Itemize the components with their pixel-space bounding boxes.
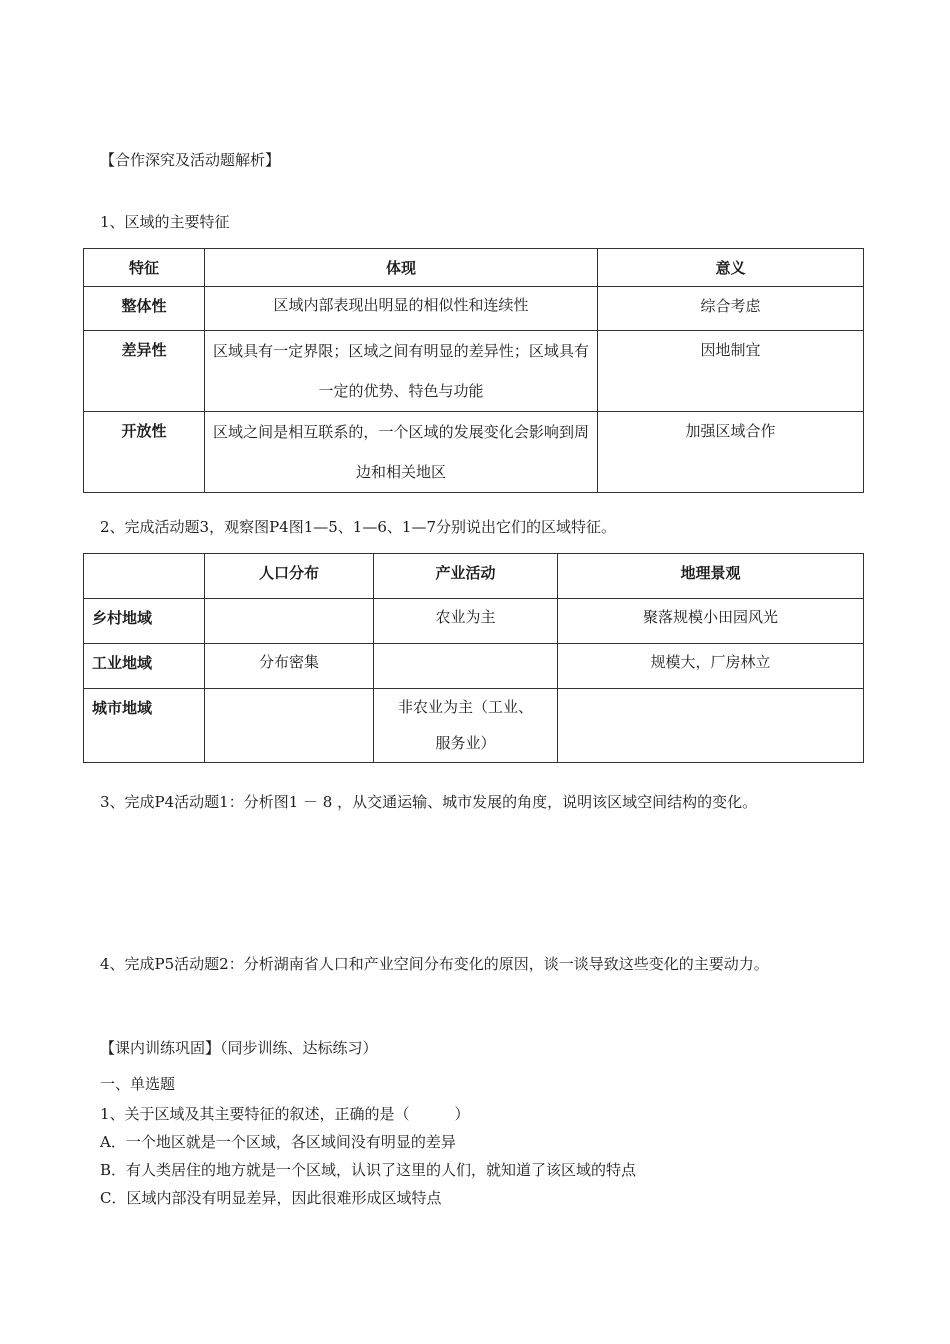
feature-label: 开放性 — [84, 412, 205, 493]
feature-desc: 区域之间是相互联系的，一个区域的发展变化会影响到周边和相关地区 — [205, 412, 598, 493]
question-1-title: 1、区域的主要特征 — [100, 213, 230, 231]
industry-cell — [374, 644, 558, 689]
population-cell — [205, 689, 374, 763]
section-heading-practice: 【课内训练巩固】（同步训练、达标练习） — [100, 1039, 378, 1057]
header-feature: 特征 — [84, 249, 205, 287]
table-row — [84, 689, 864, 763]
table-row — [84, 287, 864, 331]
header-blank — [84, 554, 205, 599]
header-landscape: 地理景观 — [558, 554, 864, 599]
feature-desc: 区域内部表现出明显的相似性和连续性 — [205, 287, 598, 331]
mc-option-a: A．一个地区就是一个区域，各区域间没有明显的差异 — [100, 1133, 456, 1151]
feature-label: 整体性 — [84, 287, 205, 331]
feature-meaning: 因地制宜 — [598, 331, 864, 412]
feature-meaning: 加强区域合作 — [598, 412, 864, 493]
part-title-single-choice: 一、单选题 — [100, 1075, 176, 1093]
section-heading-cooperative: 【合作深究及活动题解析】 — [100, 151, 281, 169]
region-label: 乡村地域 — [84, 599, 205, 644]
question-2-title: 2、完成活动题3，观察图P4图1—5、1—6、1—7分别说出它们的区域特征。 — [100, 518, 616, 536]
header-population: 人口分布 — [205, 554, 374, 599]
landscape-cell: 聚落规模小田园风光 — [558, 599, 864, 644]
landscape-cell — [558, 689, 864, 763]
regional-types-table — [83, 553, 864, 763]
mc-option-c: C．区域内部没有明显差异，因此很难形成区域特点 — [100, 1189, 442, 1207]
table-row — [84, 644, 864, 689]
industry-cell: 非农业为主（工业、服务业） — [374, 689, 558, 763]
table-row — [84, 331, 864, 412]
industry-cell: 农业为主 — [374, 599, 558, 644]
region-label: 工业地域 — [84, 644, 205, 689]
header-manifestation: 体现 — [205, 249, 598, 287]
population-cell — [205, 599, 374, 644]
feature-desc: 区域具有一定界限；区域之间有明显的差异性；区域具有一定的优势、特色与功能 — [205, 331, 598, 412]
population-cell: 分布密集 — [205, 644, 374, 689]
landscape-cell: 规模大，厂房林立 — [558, 644, 864, 689]
region-label: 城市地域 — [84, 689, 205, 763]
question-3: 3、完成P4活动题1：分析图1 － 8 ，从交通运输、城市发展的角度，说明该区域空间结构的变化。 — [100, 793, 758, 811]
question-4: 4、完成P5活动题2：分析湖南省人口和产业空间分布变化的原因，谈一谈导致这些变化的主要动力。 — [100, 955, 769, 973]
header-meaning: 意义 — [598, 249, 864, 287]
table-header-row — [84, 249, 864, 287]
feature-meaning: 综合考虑 — [598, 287, 864, 331]
table-row — [84, 412, 864, 493]
table-header-row — [84, 554, 864, 599]
feature-label: 差异性 — [84, 331, 205, 412]
region-features-table — [83, 248, 864, 493]
header-industry: 产业活动 — [374, 554, 558, 599]
table-row — [84, 599, 864, 644]
mc-option-b: B．有人类居住的地方就是一个区域，认识了这里的人们，就知道了该区域的特点 — [100, 1161, 637, 1179]
mc-question-stem: 1、关于区域及其主要特征的叙述，正确的是（ ） — [100, 1105, 470, 1123]
